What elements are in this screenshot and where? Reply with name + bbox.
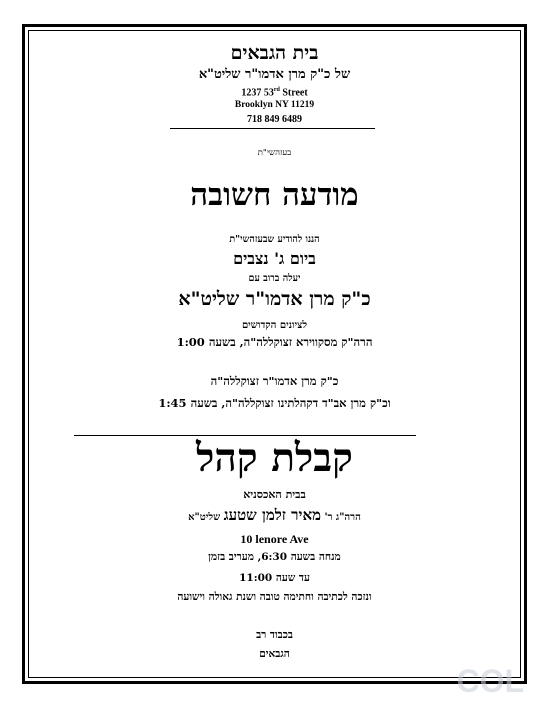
watermark-text: COL bbox=[456, 663, 524, 699]
city-line: Brooklyn NY 11219 bbox=[234, 100, 315, 110]
notice-day: ביום ג' נצבים bbox=[233, 249, 316, 268]
host-suffix: שליט"א bbox=[188, 512, 221, 523]
flyer-page bbox=[30, 32, 519, 676]
notice-ascend: יעלה ברוב עם bbox=[248, 273, 301, 284]
notice-rebbe: כ"ק מרן אדמו"ר שליט"א bbox=[178, 288, 371, 310]
watermark-icon bbox=[369, 660, 529, 700]
street-suffix: rd bbox=[273, 87, 280, 93]
kabbalas-times: מנחה בשעה 6:30, מעריב בזמן bbox=[208, 551, 341, 563]
bsd-mark: בעזהשי"ת bbox=[257, 148, 292, 158]
org-name: בית הגבאים bbox=[230, 42, 319, 64]
kabbalas-title: קבלת קהל bbox=[196, 435, 353, 481]
kabbalas-host bbox=[30, 508, 519, 523]
notice-title: מודעה חשובה bbox=[190, 177, 359, 213]
kabbalas-until: עד שעה 11:00 bbox=[239, 572, 310, 584]
closing-respect: בכבוד רב bbox=[256, 629, 293, 641]
phone-number: 718 849 6489 bbox=[247, 114, 302, 125]
notice-rav-grave: הרה"ק מסקווירא זצוקללה"ה, בשעה 1:00 bbox=[176, 335, 373, 349]
notice-line-a: כ"ק מרן אדמו"ר זצוקללה"ה bbox=[210, 374, 339, 388]
host-name: מאיר זלמן שטעג bbox=[223, 506, 321, 524]
watermark-logo bbox=[369, 660, 529, 700]
notice-graves: לציונים הקדושים bbox=[241, 320, 308, 331]
notice-intro: הננו להודיע שבעזהשי"ת bbox=[229, 234, 320, 245]
header-divider bbox=[170, 128, 375, 129]
street-address bbox=[30, 87, 519, 98]
kabbalas-address: 10 lenore Ave bbox=[240, 532, 309, 546]
closing-signature: הגבאים bbox=[259, 648, 290, 660]
host-prefix: הרה"ג ר' bbox=[324, 512, 361, 523]
street-number: 1237 53 bbox=[241, 87, 274, 99]
kabbalas-place: בבית האכסניא bbox=[243, 488, 306, 501]
notice-line-b: וכ"ק מרן אב"ד דקהלתינו זצוקללה"ה, בשעה 1:45 bbox=[158, 396, 391, 410]
street-word: Street bbox=[279, 87, 308, 99]
kabbalas-blessing: ונזכה לכתיבה וחתימה טובה ושנת גאולה וישועה bbox=[177, 591, 372, 603]
org-subtitle: של כ"ק מרן אדמו"ר שליט"א bbox=[198, 67, 351, 82]
